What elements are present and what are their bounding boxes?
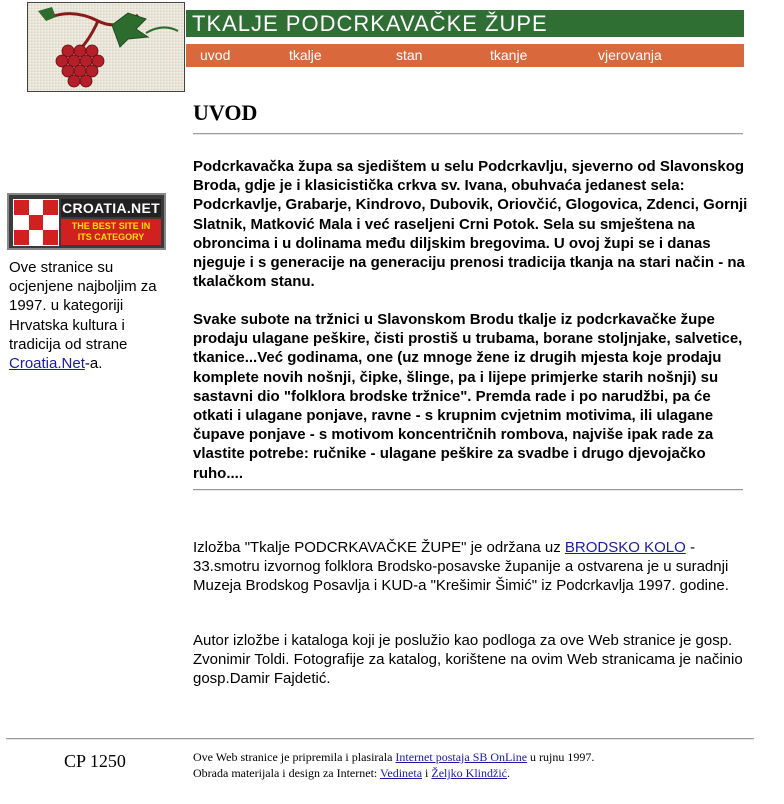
intro-paragraph: Podcrkavačka župa sa sjedištem u selu Podcrkavlju, sjeverno od Slavonskog Broda, gdje je i klasicistička crkva sv. Ivana, obuhvaća jedanest sela: Podcrkavlje, Grabarje, Kindrovo, Dubovik, Oriovčić, Glogovica, Zdenci, Gornji Slatnik, Matković Mala i već raseljeni Crni Potok. Sela su smještena na obroncima i u dolinama među diljskim bregovima. U ovoj župi se i danas njeguje i s generacije na generaciju prenosi tradicija tkanja na stari način - na tkalačkom stanu. xyxy=(193,158,748,291)
nav-link-stan[interactable]: stan xyxy=(396,47,423,63)
footer-text: Ove Web stranice je pripremila i plasirala xyxy=(193,750,396,764)
nav-link-uvod[interactable]: uvod xyxy=(200,47,231,63)
brodsko-kolo-link[interactable]: BRODSKO KOLO xyxy=(564,539,686,556)
checkerboard-icon xyxy=(13,199,59,246)
award-note xyxy=(9,258,169,373)
badge-subtitle xyxy=(61,219,161,245)
sb-online-link[interactable]: Internet postaja SB OnLine xyxy=(395,750,528,764)
vedineta-link[interactable]: Vedineta xyxy=(380,766,423,780)
zeljko-klindzic-link[interactable]: Željko Klindžić xyxy=(431,766,508,780)
market-paragraph: Svake subote na tržnici u Slavonskom Brodu tkalje iz podcrkavačke župe prodaju ulagane peškire, čisti prostiš u trubama, borane stoljnjake, salvetice, tkanice...Već godinama, one (uz mnoge žene iz drugih mjesta koje prodaju komplete novih nošnji, čipke, šlinge, pa i lijepe primjerke starih nošnji) su sastavni dio "folklora brodske tržnice". Premda rade i po narudžbi, pa će otkati i ulagane ponjave, ravne - s krupnim cvjetnim motivima, ili ulagane čupave ponjave - s motivom koncentričnih rombova, najviše ipak rade za vlastite potrebe: ručnike - ulagane peškire za svadbe i drugo djevojačko ruho.... xyxy=(193,311,743,482)
footer-line-1 xyxy=(193,750,594,765)
badge-title: CROATIA.NET xyxy=(62,200,160,216)
page-title: UVOD xyxy=(193,100,258,125)
site-title: TKALJE PODCRKAVAČKE ŽUPE xyxy=(192,11,548,36)
award-note-suffix: -a. xyxy=(84,355,103,373)
nav-link-vjerovanja[interactable]: vjerovanja xyxy=(598,47,662,63)
footer-divider xyxy=(6,738,754,740)
author-paragraph: Autor izložbe i kataloga koji je poslužio kao podloga za ove Web stranice je gosp. Zvonimir Toldi. Fotografije za katalog, korištene na ovim Web stranicama je načinio gosp.Damir Fajdetić. xyxy=(193,632,743,688)
croatia-net-link[interactable]: Croatia.Net xyxy=(9,355,85,373)
footer-text-date: u rujnu 1997. xyxy=(527,750,595,764)
divider xyxy=(193,133,743,135)
footer-credit-text: Obrada materijala i design za Internet: xyxy=(193,766,381,780)
exhibition-text-continued: - 33.smotru izvornog folklora Brodsko-posavske županije a ostvarena je u suradnji Muzeja Brodskog Posavlja i KUD-a "Krešimir Šimić" iz Podcrkavlja 1997. godine. xyxy=(193,539,729,595)
badge-line-1: THE BEST SITE IN xyxy=(71,221,151,231)
exhibition-paragraph xyxy=(193,538,753,596)
nav-link-tkalje[interactable]: tkalje xyxy=(289,47,322,63)
croatia-net-award-badge[interactable] xyxy=(7,193,166,250)
grapes-logo-icon xyxy=(28,3,184,91)
footer-line-2 xyxy=(193,766,510,781)
footer-separator: i xyxy=(422,766,432,780)
footer-period: . xyxy=(507,766,511,780)
nav-link-tkanje[interactable]: tkanje xyxy=(490,47,528,63)
divider xyxy=(193,489,743,491)
logo-image xyxy=(27,2,185,92)
exhibition-text: Izložba "Tkalje PODCRKAVAČKE ŽUPE" je održana uz xyxy=(193,539,565,556)
badge-line-2: ITS CATEGORY xyxy=(77,232,145,242)
award-note-text: Ove stranice su ocjenjene najboljim za 1997. u kategoriji Hrvatska kultura i tradicija od strane xyxy=(9,259,157,353)
encoding-label: CP 1250 xyxy=(64,751,126,771)
